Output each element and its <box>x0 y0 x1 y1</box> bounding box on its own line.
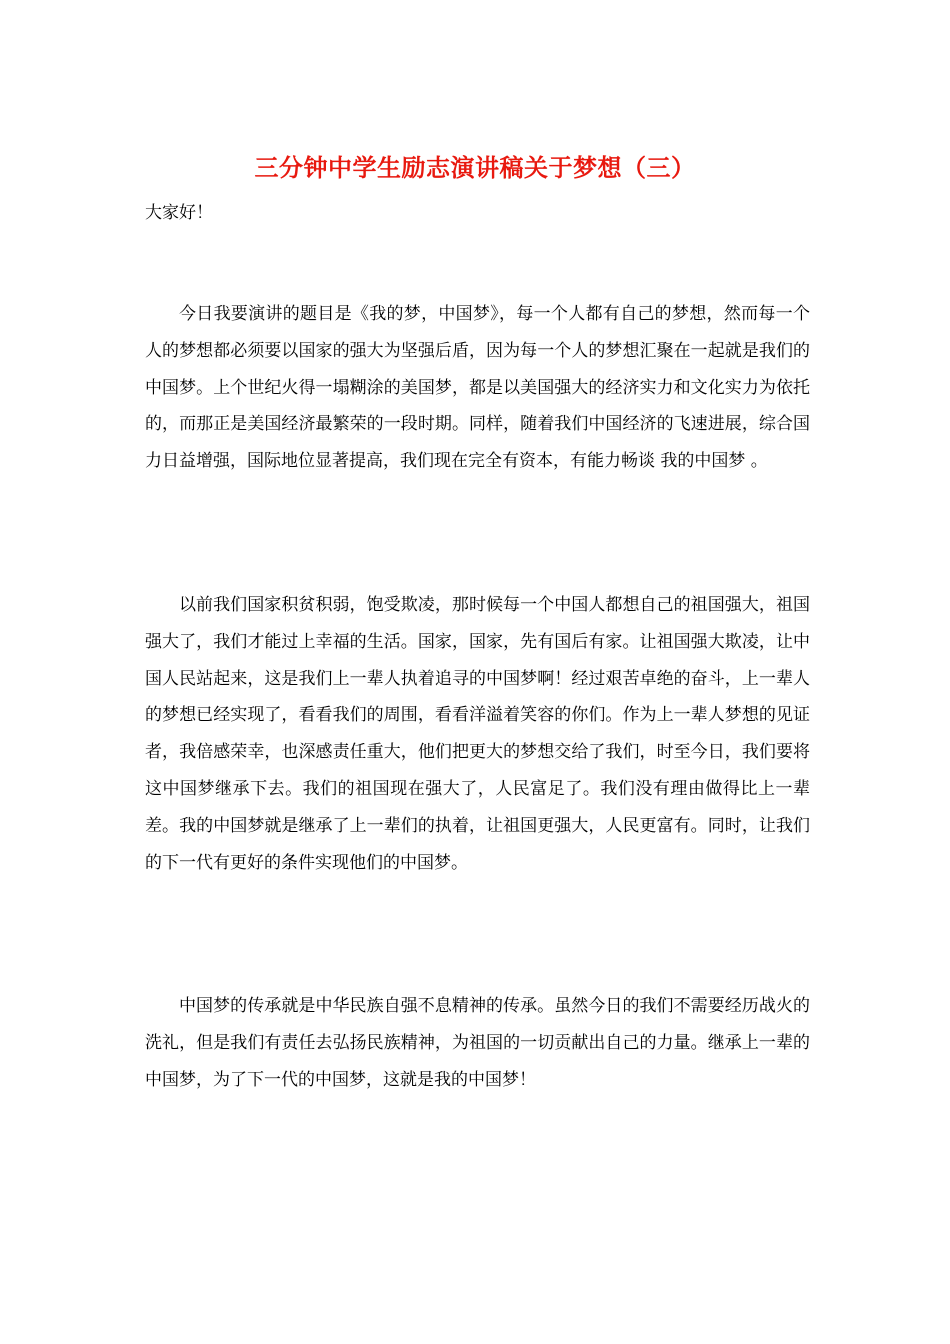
body-paragraph-1: 今日我要演讲的题目是《我的梦，中国梦》，每一个人都有自己的梦想，然而每一个人的梦想都必须要以国家的强大为坚强后盾，因为每一个人的梦想汇聚在一起就是我们的中国梦。上个世纪火得一塌糊涂的美国梦，都是以美国强大的经济实力和文化实力为依托的，而那正是美国经济最繁荣的一段时期。同样，随着我们中国经济的飞速进展，综合国力日益增强，国际地位显著提高，我们现在完全有资本，有能力畅谈 我的中国梦 。 <box>145 304 810 472</box>
body-paragraph-2: 以前我们国家积贫积弱，饱受欺凌，那时候每一个中国人都想自己的祖国强大，祖国强大了，我们才能过上幸福的生活。国家，国家，先有国后有家。让祖国强大欺凌，让中国人民站起来，这是我们上一辈人执着追寻的中国梦啊！经过艰苦卓绝的奋斗，上一辈人的梦想已经实现了，看看我们的周围，看看洋溢着笑容的你们。作为上一辈人梦想的见证者，我倍感荣幸，也深感责任重大，他们把更大的梦想交给了我们，时至今日，我们要将这中国梦继承下去。我们的祖国现在强大了，人民富足了。我们没有理由做得比上一辈差。我的中国梦就是继承了上一辈们的执着，让祖国更强大，人民更富有。同时，让我们的下一代有更好的条件实现他们的中国梦。 <box>145 595 810 873</box>
document-title: 三分钟中学生励志演讲稿关于梦想（三） <box>254 153 696 182</box>
greeting-text: 大家好！ <box>145 203 213 223</box>
body-paragraph-3: 中国梦的传承就是中华民族自强不息精神的传承。虽然今日的我们不需要经历战火的洗礼，但是我们有责任去弘扬民族精神，为祖国的一切贡献出自己的力量。继承上一辈的中国梦，为了下一代的中国梦，这就是我的中国梦！ <box>145 996 810 1090</box>
